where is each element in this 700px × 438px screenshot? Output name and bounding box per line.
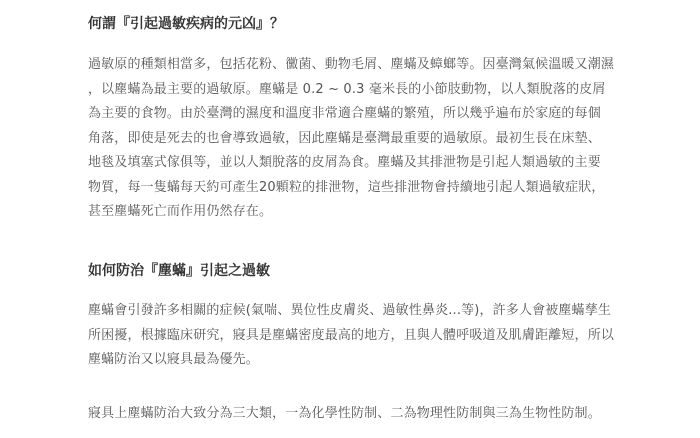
paragraph-line: 為主要的食物。由於臺灣的濕度和溫度非常適合塵蟎的繁殖，所以幾乎遍布於家庭的每個: [88, 106, 601, 121]
paragraph-line: 地毯及填塞式傢俱等，並以人類脫落的皮屑為食。塵蟎及其排泄物是引起人類過敏的主要: [88, 155, 601, 170]
paragraph-allergen-description: [88, 53, 614, 225]
paragraph-mite-symptoms: [88, 299, 614, 373]
section-heading-mite-prevention: 如何防治『塵蟎』引起之過敏: [88, 263, 270, 279]
paragraph-line: ，以塵蟎為最主要的過敏原。塵蟎是 0.2 ~ 0.3 毫米長的小節肢動物，以人類脫落的皮屑: [88, 81, 606, 97]
paragraph-line: 角落，即使是死去的也會導致過敏，因此塵蟎是臺灣最重要的過敏原。最初生長在床墊、: [88, 130, 601, 146]
section-heading-allergen-cause: 何謂『引起過敏疾病的元凶』？: [88, 16, 284, 32]
paragraph-line: 所困擾，根據臨床研究，寢具是塵蟎密度最高的地方，且與人體呼吸道及肌膚距離短，所以: [88, 327, 615, 343]
paragraph-line: 物質，每一隻蟎每天約可產生20顆粒的排泄物，這些排泄物會持續地引起人類過敏症狀，: [88, 179, 605, 195]
paragraph-line: 過敏原的種類相當多，包括花粉、黴菌、動物毛屑、塵蟎及蟑螂等。因臺灣氣候溫暖又潮濕: [88, 57, 615, 72]
paragraph-line: 甚至塵蟎死亡而作用仍然存在。: [88, 204, 273, 219]
paragraph-line: 塵蟎防治又以寢具最為優先。: [88, 352, 259, 367]
paragraph-prevention-methods: [88, 402, 601, 427]
paragraph-line: 寢具上塵蟎防治大致分為三大類，一為化學性防制、二為物理性防制與三為生物性防制。: [88, 406, 601, 421]
paragraph-line: 塵蟎會引發許多相關的症候(氣喘、異位性皮膚炎、過敏性鼻炎...等)，許多人會被塵蟎孳生: [88, 303, 611, 318]
